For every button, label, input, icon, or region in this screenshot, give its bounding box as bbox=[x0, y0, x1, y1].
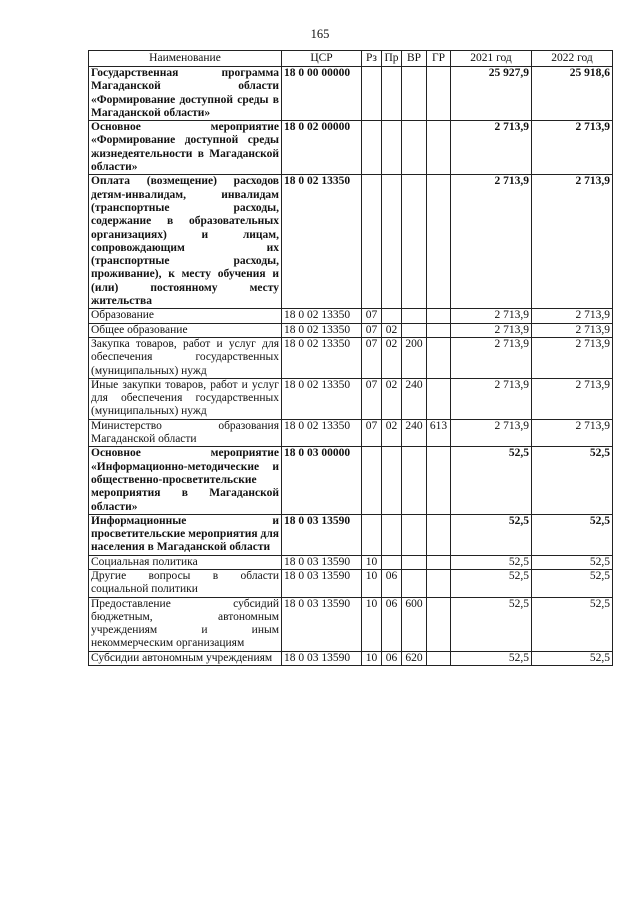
row-pr: 06 bbox=[382, 597, 402, 651]
row-gr bbox=[427, 337, 451, 378]
row-rz: 10 bbox=[362, 569, 382, 597]
row-rz bbox=[362, 447, 382, 514]
row-name: Закупка товаров, работ и услуг для обеспечения государственных (муниципальных) нужд bbox=[89, 337, 282, 378]
table-row bbox=[89, 121, 613, 175]
row-2022: 2 713,9 bbox=[532, 419, 613, 447]
row-2021: 25 927,9 bbox=[451, 67, 532, 121]
row-gr bbox=[427, 651, 451, 665]
row-pr: 02 bbox=[382, 419, 402, 447]
row-2022: 52,5 bbox=[532, 555, 613, 569]
row-name: Предоставление субсидий бюджетным, автономным учреждениям и иным некоммерческим организациям bbox=[89, 597, 282, 651]
row-name: Другие вопросы в области социальной политики bbox=[89, 569, 282, 597]
row-vr: 600 bbox=[402, 597, 427, 651]
row-csr: 18 0 03 00000 bbox=[282, 447, 362, 514]
header-2021: 2021 год bbox=[451, 51, 532, 67]
row-2021: 52,5 bbox=[451, 569, 532, 597]
row-pr: 06 bbox=[382, 651, 402, 665]
row-2022: 2 713,9 bbox=[532, 175, 613, 309]
row-2022: 25 918,6 bbox=[532, 67, 613, 121]
row-gr bbox=[427, 378, 451, 419]
row-csr: 18 0 02 13350 bbox=[282, 175, 362, 309]
row-gr: 613 bbox=[427, 419, 451, 447]
row-csr: 18 0 00 00000 bbox=[282, 67, 362, 121]
row-name: Основное мероприятие «Информационно-методические и общественно-просветительские мероприятия в Магаданской области» bbox=[89, 447, 282, 514]
table-row bbox=[89, 175, 613, 309]
table-row bbox=[89, 419, 613, 447]
header-vr: ВР bbox=[402, 51, 427, 67]
row-csr: 18 0 02 13350 bbox=[282, 323, 362, 337]
row-pr: 06 bbox=[382, 569, 402, 597]
row-gr bbox=[427, 555, 451, 569]
table-row bbox=[89, 323, 613, 337]
row-gr bbox=[427, 447, 451, 514]
row-rz: 10 bbox=[362, 555, 382, 569]
row-gr bbox=[427, 514, 451, 555]
header-rz: Рз bbox=[362, 51, 382, 67]
row-pr bbox=[382, 175, 402, 309]
row-pr: 02 bbox=[382, 323, 402, 337]
table-row bbox=[89, 378, 613, 419]
table-row bbox=[89, 67, 613, 121]
row-csr: 18 0 02 13350 bbox=[282, 419, 362, 447]
row-rz bbox=[362, 121, 382, 175]
row-vr bbox=[402, 67, 427, 121]
row-vr bbox=[402, 121, 427, 175]
row-vr: 620 bbox=[402, 651, 427, 665]
row-2021: 52,5 bbox=[451, 514, 532, 555]
row-gr bbox=[427, 309, 451, 323]
header-gr: ГР bbox=[427, 51, 451, 67]
row-rz: 07 bbox=[362, 309, 382, 323]
row-2021: 2 713,9 bbox=[451, 309, 532, 323]
row-gr bbox=[427, 121, 451, 175]
row-pr bbox=[382, 447, 402, 514]
row-2021: 2 713,9 bbox=[451, 419, 532, 447]
row-rz bbox=[362, 175, 382, 309]
header-csr: ЦСР bbox=[282, 51, 362, 67]
row-2022: 52,5 bbox=[532, 447, 613, 514]
header-pr: Пр bbox=[382, 51, 402, 67]
row-name: Социальная политика bbox=[89, 555, 282, 569]
row-pr bbox=[382, 67, 402, 121]
row-vr bbox=[402, 447, 427, 514]
row-2022: 52,5 bbox=[532, 569, 613, 597]
row-rz: 07 bbox=[362, 378, 382, 419]
row-2022: 2 713,9 bbox=[532, 337, 613, 378]
header-name: Наименование bbox=[89, 51, 282, 67]
header-row bbox=[89, 51, 613, 67]
row-2022: 2 713,9 bbox=[532, 323, 613, 337]
row-name: Основное мероприятие «Формирование доступной среды жизнедеятельности в Магаданской области» bbox=[89, 121, 282, 175]
row-gr bbox=[427, 323, 451, 337]
row-2021: 2 713,9 bbox=[451, 323, 532, 337]
row-rz: 10 bbox=[362, 651, 382, 665]
row-gr bbox=[427, 597, 451, 651]
row-rz: 07 bbox=[362, 419, 382, 447]
row-csr: 18 0 02 13350 bbox=[282, 309, 362, 323]
row-vr bbox=[402, 175, 427, 309]
row-gr bbox=[427, 569, 451, 597]
row-2022: 52,5 bbox=[532, 651, 613, 665]
row-name: Информационные и просветительские мероприятия для населения в Магаданской области bbox=[89, 514, 282, 555]
row-rz bbox=[362, 514, 382, 555]
row-gr bbox=[427, 175, 451, 309]
row-vr bbox=[402, 323, 427, 337]
row-csr: 18 0 02 00000 bbox=[282, 121, 362, 175]
row-2021: 2 713,9 bbox=[451, 378, 532, 419]
row-csr: 18 0 03 13590 bbox=[282, 597, 362, 651]
row-2022: 2 713,9 bbox=[532, 378, 613, 419]
row-vr bbox=[402, 309, 427, 323]
row-pr bbox=[382, 555, 402, 569]
table-row bbox=[89, 514, 613, 555]
row-2021: 52,5 bbox=[451, 555, 532, 569]
row-rz bbox=[362, 67, 382, 121]
row-2022: 52,5 bbox=[532, 597, 613, 651]
row-csr: 18 0 02 13350 bbox=[282, 378, 362, 419]
row-2022: 2 713,9 bbox=[532, 121, 613, 175]
row-2021: 2 713,9 bbox=[451, 337, 532, 378]
row-name: Субсидии автономным учреждениям bbox=[89, 651, 282, 665]
page-number: 165 bbox=[310, 27, 330, 41]
row-pr bbox=[382, 514, 402, 555]
table-row bbox=[89, 337, 613, 378]
row-2021: 2 713,9 bbox=[451, 121, 532, 175]
row-vr bbox=[402, 555, 427, 569]
row-2022: 52,5 bbox=[532, 514, 613, 555]
table-row bbox=[89, 555, 613, 569]
row-gr bbox=[427, 67, 451, 121]
row-vr bbox=[402, 569, 427, 597]
table-row bbox=[89, 309, 613, 323]
budget-table bbox=[88, 50, 613, 666]
table-row bbox=[89, 651, 613, 665]
row-name: Образование bbox=[89, 309, 282, 323]
table-row bbox=[89, 597, 613, 651]
row-csr: 18 0 03 13590 bbox=[282, 514, 362, 555]
row-name: Оплата (возмещение) расходов детям-инвалидам, инвалидам (транспортные расходы, содержание в образовательных организациях) и лицам, сопровождающим их (транспортные расходы, проживание), к месту обучения и (или) постоянному месту жительства bbox=[89, 175, 282, 309]
row-rz: 10 bbox=[362, 597, 382, 651]
table-row bbox=[89, 569, 613, 597]
row-vr: 240 bbox=[402, 419, 427, 447]
row-2022: 2 713,9 bbox=[532, 309, 613, 323]
row-pr bbox=[382, 121, 402, 175]
row-pr: 02 bbox=[382, 337, 402, 378]
row-csr: 18 0 03 13590 bbox=[282, 555, 362, 569]
row-2021: 52,5 bbox=[451, 597, 532, 651]
row-vr bbox=[402, 514, 427, 555]
row-name: Министерство образования Магаданской области bbox=[89, 419, 282, 447]
row-pr bbox=[382, 309, 402, 323]
row-csr: 18 0 03 13590 bbox=[282, 569, 362, 597]
row-name: Общее образование bbox=[89, 323, 282, 337]
table-row bbox=[89, 447, 613, 514]
header-2022: 2022 год bbox=[532, 51, 613, 67]
row-2021: 52,5 bbox=[451, 651, 532, 665]
row-csr: 18 0 02 13350 bbox=[282, 337, 362, 378]
row-2021: 2 713,9 bbox=[451, 175, 532, 309]
row-csr: 18 0 03 13590 bbox=[282, 651, 362, 665]
row-name: Иные закупки товаров, работ и услуг для обеспечения государственных (муниципальных) нужд bbox=[89, 378, 282, 419]
row-name: Государственная программа Магаданской области «Формирование доступной среды в Магаданской области» bbox=[89, 67, 282, 121]
row-vr: 200 bbox=[402, 337, 427, 378]
row-pr: 02 bbox=[382, 378, 402, 419]
row-rz: 07 bbox=[362, 337, 382, 378]
row-vr: 240 bbox=[402, 378, 427, 419]
row-rz: 07 bbox=[362, 323, 382, 337]
row-2021: 52,5 bbox=[451, 447, 532, 514]
